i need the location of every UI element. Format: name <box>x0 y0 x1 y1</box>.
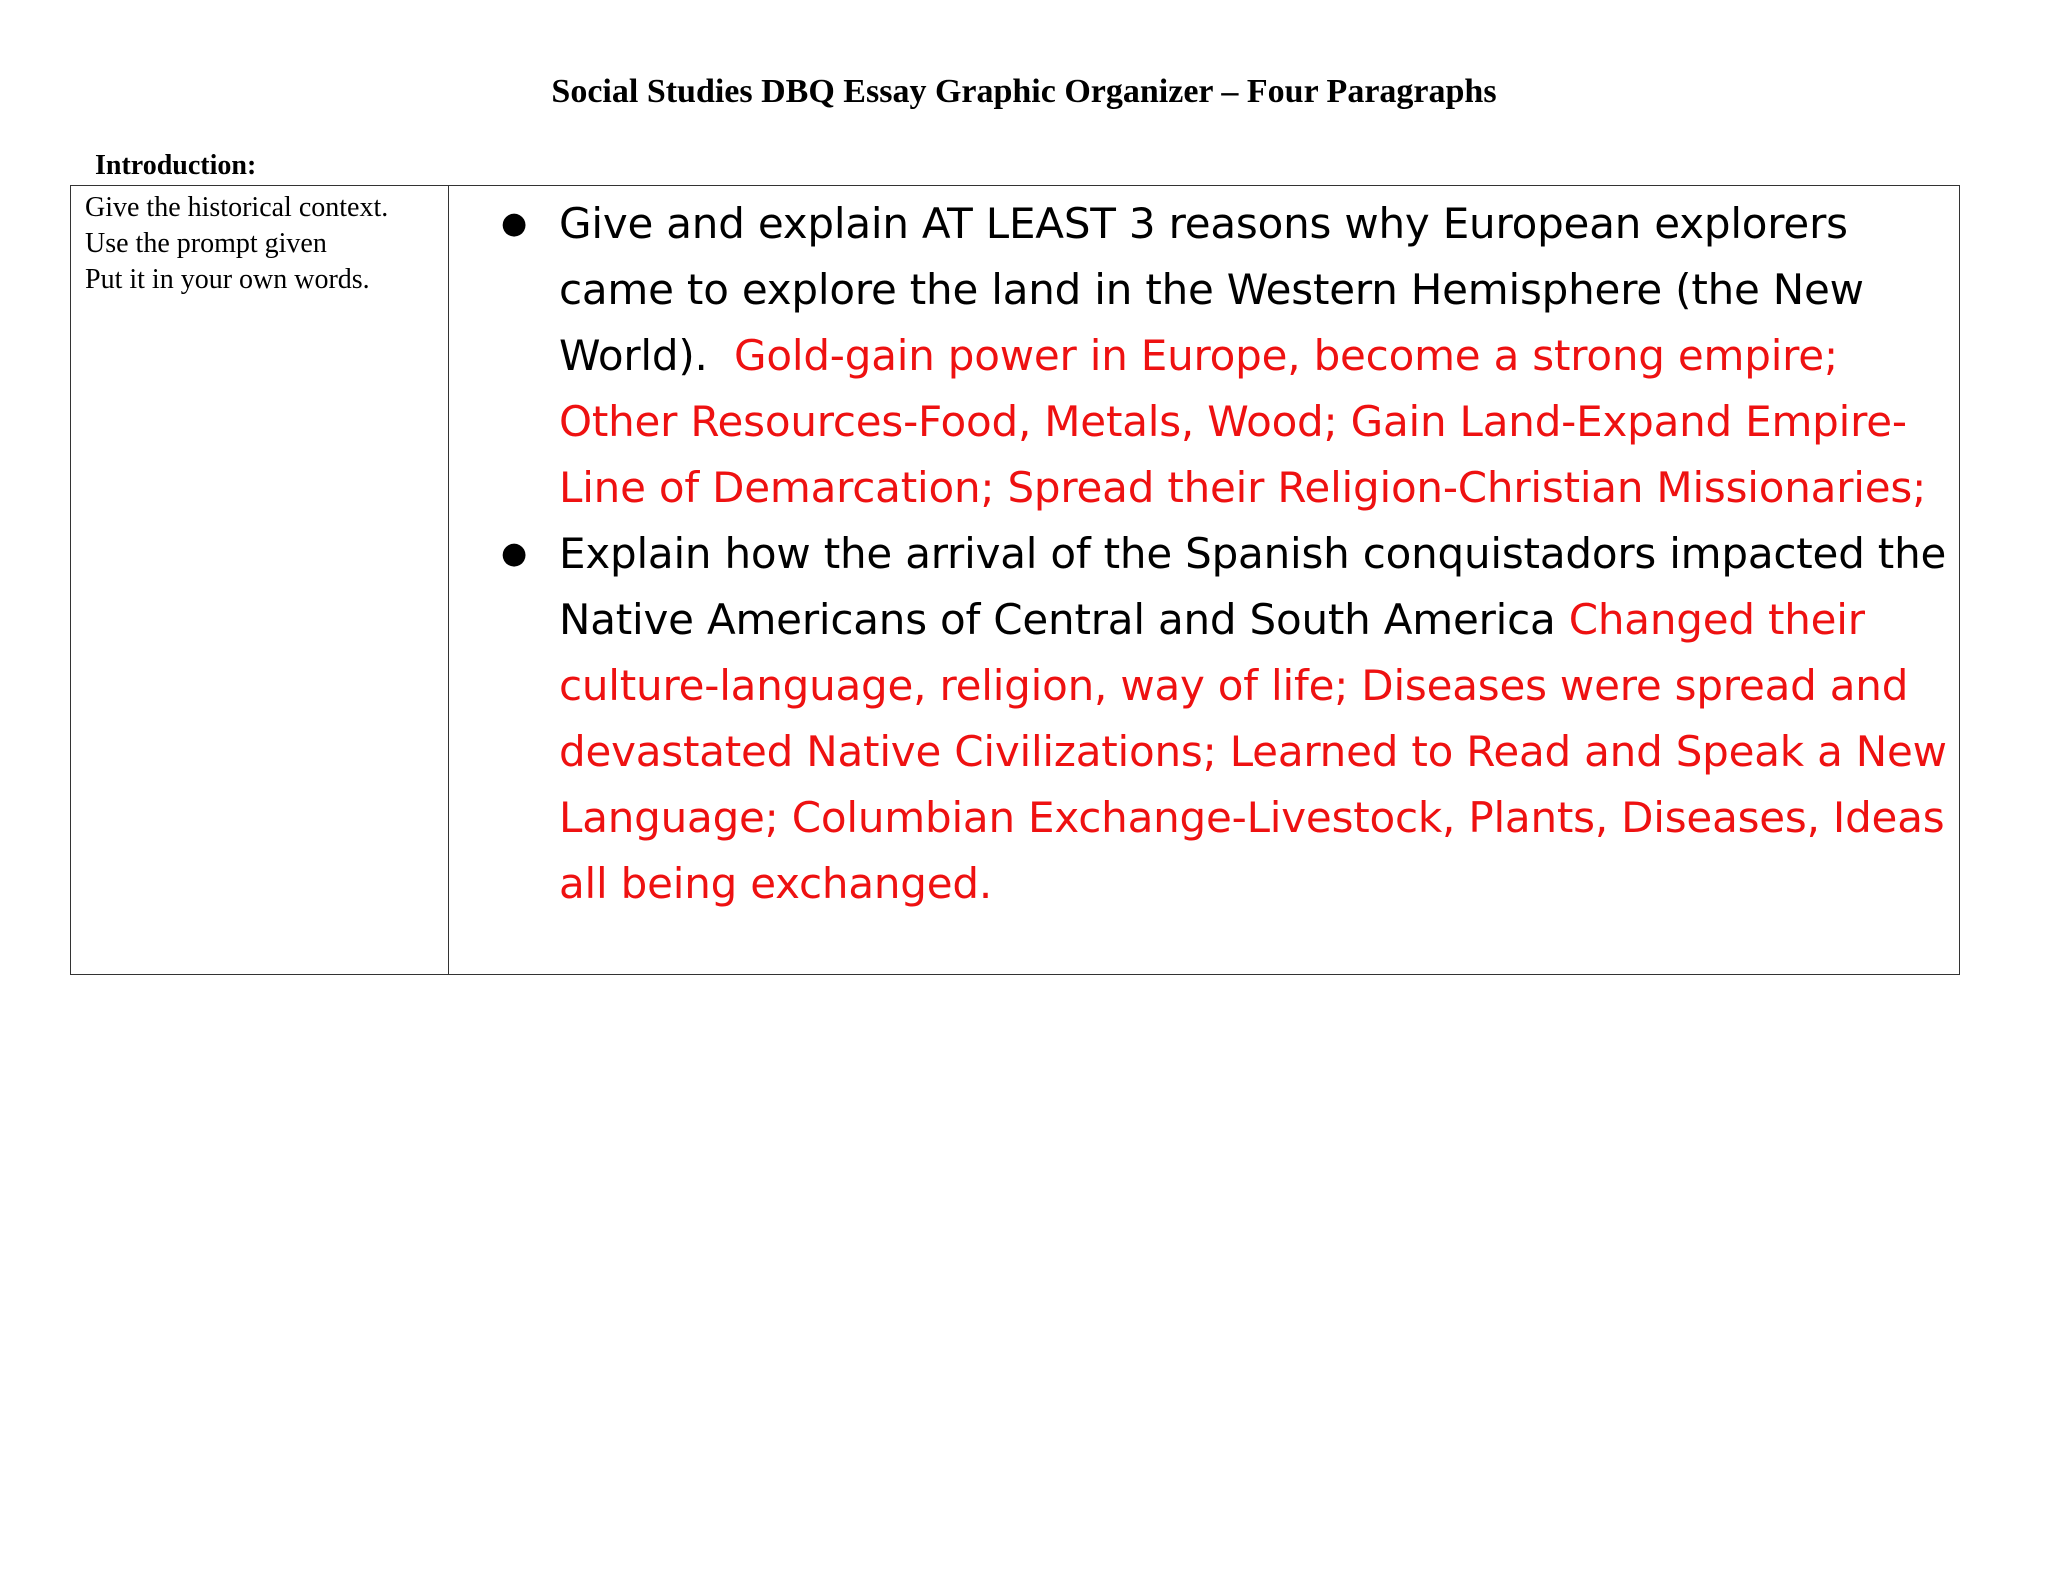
instruction-line: Put it in your own words. <box>85 264 370 295</box>
organizer-table <box>70 185 1960 975</box>
page-title: Social Studies DBQ Essay Graphic Organizer – Four Paragraphs <box>551 73 1497 110</box>
section-heading: Introduction: <box>95 150 257 181</box>
bullet-answer: Changed their culture-language, religion, way of life; Diseases were spread and devastated Native Civilizations; Learned to Read and Speak a New Language; Columbian Exchange-Livestock, Plants, Diseases, Ideas all being exchanged. <box>559 595 1947 908</box>
bullet-prompt: Explain how the arrival of the Spanish conquistadors impacted the Native Americans of Central and South America <box>559 529 1947 644</box>
bullet-item <box>479 521 1947 917</box>
bullet-prompt: Give and explain AT LEAST 3 reasons why European explorers came to explore the land in the Western Hemisphere (the New World). <box>559 199 1864 380</box>
instruction-line: Use the prompt given <box>85 228 327 259</box>
content-cell <box>449 186 1959 974</box>
instruction-line: Give the historical context. <box>85 192 389 223</box>
bullet-dot-icon: ● <box>501 206 527 241</box>
bullet-dot-icon: ● <box>501 536 527 571</box>
bullet-answer: Gold-gain power in Europe, become a strong empire; Other Resources-Food, Metals, Wood; Gain Land-Expand Empire-Line of Demarcation; Spread their Religion-Christian Missionaries; <box>559 331 1927 512</box>
instructions-cell <box>71 186 449 974</box>
bullet-item <box>479 191 1947 521</box>
bullet-list <box>479 191 1947 917</box>
